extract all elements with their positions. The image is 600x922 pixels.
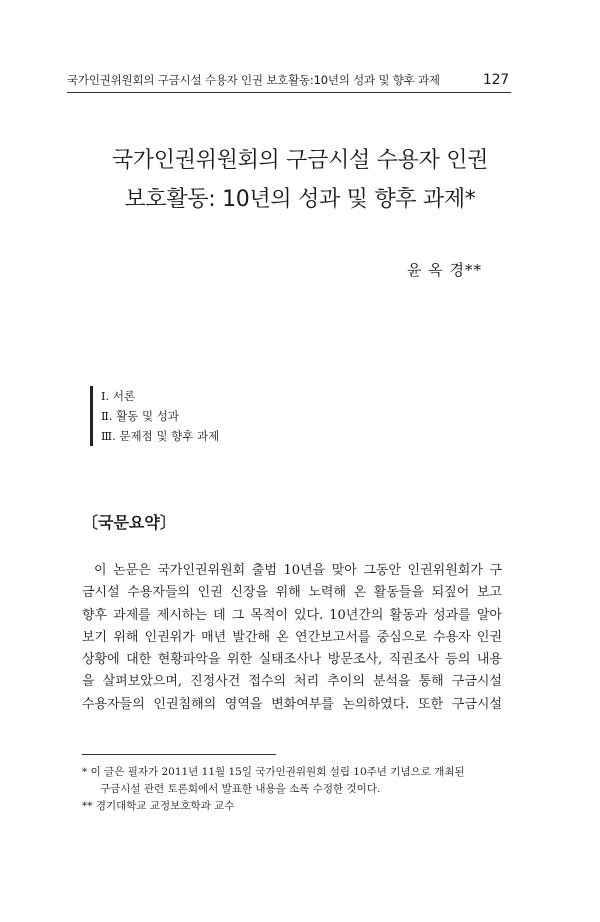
page-number: 127: [482, 72, 509, 88]
footnote-1: [82, 764, 502, 798]
abstract-line: 금시설 수용자들의 인권 신장을 위해 노력해 온 활동들을 되짚어 보고: [82, 585, 502, 601]
toc-item-issues: Ⅲ. 문제점 및 향후 과제: [101, 429, 220, 443]
abstract-line: 향후 과제를 제시하는 데 그 목적이 있다. 10년간의 활동과 성과를 알아: [82, 607, 502, 623]
paper-title-line-2: 보호활동: 10년의 성과 및 향후 과제*: [124, 187, 476, 212]
footnote-1-line-1: * 이 글은 필자가 2011년 11월 15일 국가인권위원회 설립 10주년 기념으로 개최된: [82, 766, 465, 778]
running-header-title: 국가인권위원회의 구금시설 수용자 인권 보호활동:10년의 성과 및 향후 과제: [67, 73, 440, 87]
abstract-line: 이 논문은 국가인권위원회 출범 10년을 맞아 그동안 인권위원회가 구: [94, 563, 502, 578]
footnote-2: [82, 798, 502, 815]
abstract-line: 보기 위해 인권위가 매년 발간해 온 연간보고서를 중심으로 수용자 인권: [82, 629, 502, 645]
toc-item-activities: Ⅱ. 활동 및 성과: [101, 409, 179, 423]
footnote-2-line-1: ** 경기대학교 교정보호학과 교수: [82, 800, 235, 812]
abstract-line: 상황에 대한 현황파악을 위한 실태조사나 방문조사, 직권조사 등의 내용: [82, 652, 502, 668]
footnote-1-line-2: 구금시설 관련 토론회에서 발표한 내용을 소폭 수정한 것이다.: [100, 783, 381, 795]
author-name: 윤 옥 경**: [406, 261, 482, 279]
header-rule: [67, 92, 511, 93]
table-of-contents: [90, 386, 219, 446]
abstract-line: 수용자들의 인권침해의 영역을 변화여부를 논의하였다. 또한 구금시설: [82, 696, 502, 712]
running-header: [67, 72, 509, 88]
abstract-body: [82, 560, 502, 716]
footnotes: [82, 764, 502, 815]
paper-title-line-1: 국가인권위원회의 구금시설 수용자 인권: [111, 148, 489, 173]
toc-item-introduction: Ⅰ. 서론: [101, 389, 136, 403]
footnote-rule: [82, 754, 276, 755]
abstract-line: 을 살펴보았으며, 진정사건 접수의 처리 추이의 분석을 통해 구금시설: [82, 674, 502, 690]
abstract-heading: 〔국문요약〕: [82, 513, 176, 532]
